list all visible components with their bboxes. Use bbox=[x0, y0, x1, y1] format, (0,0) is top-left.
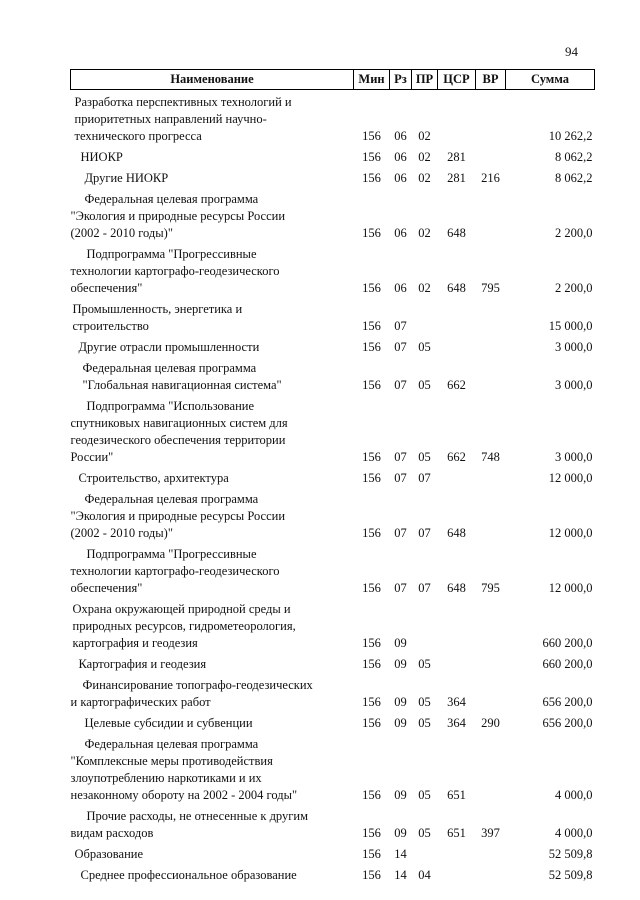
cell-name: Подпрограмма "Прогрессивные технологии картографо-геодезического обеспечения" bbox=[70, 247, 280, 295]
cell-csr: 662 bbox=[447, 378, 466, 392]
cell-pr: 04 bbox=[418, 868, 431, 882]
cell-pr: 02 bbox=[418, 150, 431, 164]
cell-sum: 3 000,0 bbox=[555, 340, 593, 354]
cell-rz: 06 bbox=[394, 171, 407, 185]
cell-pr: 07 bbox=[418, 581, 431, 595]
cell-pr: 05 bbox=[418, 340, 431, 354]
cell-sum: 4 000,0 bbox=[555, 788, 593, 802]
table-row bbox=[71, 90, 595, 146]
cell-csr: 281 bbox=[447, 150, 466, 164]
table-row bbox=[71, 297, 595, 335]
cell-csr bbox=[438, 90, 476, 146]
table-row bbox=[71, 187, 595, 242]
table-row bbox=[71, 597, 595, 652]
cell-csr: 648 bbox=[447, 281, 466, 295]
cell-vr bbox=[476, 863, 506, 884]
cell-name: Разработка перспективных технологий и приоритетных направлений научно- технического прогресса bbox=[74, 95, 292, 143]
cell-sum: 15 000,0 bbox=[548, 319, 593, 333]
cell-vr: 290 bbox=[481, 716, 500, 730]
page-number: 94 bbox=[565, 44, 578, 59]
cell-csr bbox=[438, 652, 476, 673]
cell-sum: 4 000,0 bbox=[555, 826, 593, 840]
cell-rz: 07 bbox=[394, 450, 407, 464]
cell-name: НИОКР bbox=[80, 150, 123, 164]
cell-rz: 07 bbox=[394, 340, 407, 354]
cell-pr: 07 bbox=[418, 471, 431, 485]
cell-min: 156 bbox=[362, 788, 381, 802]
table-row bbox=[71, 732, 595, 804]
cell-vr bbox=[476, 652, 506, 673]
cell-rz: 09 bbox=[394, 657, 407, 671]
cell-rz: 09 bbox=[394, 695, 407, 709]
table-body bbox=[71, 90, 595, 885]
cell-vr bbox=[476, 597, 506, 652]
cell-sum: 12 000,0 bbox=[548, 526, 593, 540]
cell-rz: 09 bbox=[394, 636, 407, 650]
cell-sum: 2 200,0 bbox=[555, 226, 593, 240]
cell-pr bbox=[412, 842, 438, 863]
cell-name: Подпрограмма "Использование спутниковых навигационных систем для геодезического обеспечения территории России" bbox=[70, 399, 288, 464]
cell-min: 156 bbox=[362, 526, 381, 540]
cell-csr: 281 bbox=[447, 171, 466, 185]
cell-rz: 07 bbox=[394, 378, 407, 392]
cell-csr: 651 bbox=[447, 826, 466, 840]
cell-min: 156 bbox=[362, 471, 381, 485]
cell-min: 156 bbox=[362, 581, 381, 595]
cell-sum: 2 200,0 bbox=[555, 281, 593, 295]
table-row bbox=[71, 804, 595, 842]
table-row bbox=[71, 711, 595, 732]
cell-pr: 05 bbox=[418, 378, 431, 392]
cell-min: 156 bbox=[362, 319, 381, 333]
cell-vr bbox=[476, 466, 506, 487]
cell-pr: 07 bbox=[418, 526, 431, 540]
cell-vr bbox=[476, 673, 506, 711]
cell-csr bbox=[438, 297, 476, 335]
table-row bbox=[71, 145, 595, 166]
cell-sum: 660 200,0 bbox=[542, 657, 593, 671]
header-rz: Рз bbox=[390, 70, 412, 90]
cell-sum: 656 200,0 bbox=[542, 695, 593, 709]
cell-sum: 3 000,0 bbox=[555, 378, 593, 392]
cell-vr bbox=[476, 145, 506, 166]
cell-min: 156 bbox=[362, 695, 381, 709]
cell-min: 156 bbox=[362, 868, 381, 882]
cell-name: Прочие расходы, не отнесенные к другим видам расходов bbox=[70, 809, 308, 840]
cell-min: 156 bbox=[362, 716, 381, 730]
table-row bbox=[71, 842, 595, 863]
cell-min: 156 bbox=[362, 150, 381, 164]
cell-rz: 06 bbox=[394, 226, 407, 240]
cell-name: Федеральная целевая программа "Глобальная навигационная система" bbox=[82, 361, 282, 392]
cell-vr: 748 bbox=[481, 450, 500, 464]
budget-table bbox=[70, 69, 595, 884]
cell-vr bbox=[476, 842, 506, 863]
cell-name: Федеральная целевая программа "Экология и природные ресурсы России (2002 - 2010 годы)" bbox=[70, 492, 286, 540]
cell-min: 156 bbox=[362, 281, 381, 295]
cell-vr bbox=[476, 335, 506, 356]
cell-pr: 05 bbox=[418, 788, 431, 802]
cell-pr: 05 bbox=[418, 716, 431, 730]
cell-sum: 10 262,2 bbox=[548, 129, 593, 143]
cell-sum: 52 509,8 bbox=[548, 847, 593, 861]
cell-min: 156 bbox=[362, 450, 381, 464]
header-sum: Сумма bbox=[506, 70, 595, 90]
cell-sum: 656 200,0 bbox=[542, 716, 593, 730]
cell-pr bbox=[412, 597, 438, 652]
cell-vr: 216 bbox=[481, 171, 500, 185]
cell-csr: 648 bbox=[447, 226, 466, 240]
cell-sum: 52 509,8 bbox=[548, 868, 593, 882]
table-row bbox=[71, 335, 595, 356]
cell-pr: 02 bbox=[418, 129, 431, 143]
cell-sum: 3 000,0 bbox=[555, 450, 593, 464]
cell-name: Другие отрасли промышленности bbox=[78, 340, 260, 354]
table-row bbox=[71, 673, 595, 711]
cell-csr: 648 bbox=[447, 526, 466, 540]
cell-csr: 662 bbox=[447, 450, 466, 464]
table-row bbox=[71, 487, 595, 542]
cell-pr: 02 bbox=[418, 281, 431, 295]
cell-vr bbox=[476, 356, 506, 394]
cell-rz: 09 bbox=[394, 716, 407, 730]
cell-sum: 660 200,0 bbox=[542, 636, 593, 650]
cell-rz: 06 bbox=[394, 150, 407, 164]
cell-name: Целевые субсидии и субвенции bbox=[84, 716, 253, 730]
cell-rz: 07 bbox=[394, 581, 407, 595]
cell-vr: 795 bbox=[481, 281, 500, 295]
cell-pr: 02 bbox=[418, 171, 431, 185]
table-row bbox=[71, 242, 595, 297]
table-row bbox=[71, 466, 595, 487]
cell-rz: 06 bbox=[394, 129, 407, 143]
cell-vr bbox=[476, 90, 506, 146]
cell-pr: 05 bbox=[418, 450, 431, 464]
cell-vr: 397 bbox=[481, 826, 500, 840]
cell-min: 156 bbox=[362, 340, 381, 354]
header-pr: ПР bbox=[412, 70, 438, 90]
cell-name: Финансирование топографо-геодезических и картографических работ bbox=[70, 678, 313, 709]
cell-sum: 12 000,0 bbox=[548, 581, 593, 595]
header-min: Мин bbox=[354, 70, 390, 90]
cell-pr: 05 bbox=[418, 826, 431, 840]
cell-pr: 02 bbox=[418, 226, 431, 240]
table-row bbox=[71, 652, 595, 673]
cell-rz: 07 bbox=[394, 526, 407, 540]
cell-name: Охрана окружающей природной среды и природных ресурсов, гидрометеорология, картография и геодезия bbox=[72, 602, 296, 650]
cell-rz: 14 bbox=[394, 847, 407, 861]
cell-min: 156 bbox=[362, 378, 381, 392]
cell-csr: 364 bbox=[447, 695, 466, 709]
cell-vr bbox=[476, 732, 506, 804]
cell-name: Среднее профессиональное образование bbox=[80, 868, 297, 882]
cell-rz: 09 bbox=[394, 826, 407, 840]
cell-csr bbox=[438, 466, 476, 487]
header-csr: ЦСР bbox=[438, 70, 476, 90]
cell-sum: 8 062,2 bbox=[555, 171, 593, 185]
cell-pr: 05 bbox=[418, 695, 431, 709]
cell-vr bbox=[476, 297, 506, 335]
cell-name: Федеральная целевая программа "Комплексные меры противодействия злоупотреблению наркотиками и их незаконному обороту на 2002 - 2004 годы" bbox=[70, 737, 298, 802]
cell-pr: 05 bbox=[418, 657, 431, 671]
cell-min: 156 bbox=[362, 826, 381, 840]
cell-csr: 648 bbox=[447, 581, 466, 595]
cell-min: 156 bbox=[362, 171, 381, 185]
cell-min: 156 bbox=[362, 636, 381, 650]
cell-rz: 14 bbox=[394, 868, 407, 882]
cell-rz: 06 bbox=[394, 281, 407, 295]
cell-rz: 07 bbox=[394, 319, 407, 333]
table-row bbox=[71, 356, 595, 394]
table-row bbox=[71, 166, 595, 187]
cell-name: Подпрограмма "Прогрессивные технологии картографо-геодезического обеспечения" bbox=[70, 547, 280, 595]
cell-csr bbox=[438, 842, 476, 863]
cell-sum: 12 000,0 bbox=[548, 471, 593, 485]
table-header bbox=[71, 70, 595, 90]
cell-min: 156 bbox=[362, 847, 381, 861]
cell-name: Образование bbox=[74, 847, 144, 861]
cell-name: Промышленность, энергетика и строительство bbox=[72, 302, 243, 333]
cell-csr bbox=[438, 597, 476, 652]
cell-vr: 795 bbox=[481, 581, 500, 595]
cell-vr bbox=[476, 487, 506, 542]
cell-csr: 364 bbox=[447, 716, 466, 730]
cell-rz: 07 bbox=[394, 471, 407, 485]
cell-name: Другие НИОКР bbox=[84, 171, 169, 185]
table-row bbox=[71, 863, 595, 884]
cell-min: 156 bbox=[362, 226, 381, 240]
cell-rz: 09 bbox=[394, 788, 407, 802]
header-vr: ВР bbox=[476, 70, 506, 90]
cell-csr bbox=[438, 863, 476, 884]
header-name: Наименование bbox=[71, 70, 354, 90]
cell-name: Федеральная целевая программа "Экология и природные ресурсы России (2002 - 2010 годы)" bbox=[70, 192, 286, 240]
cell-name: Картография и геодезия bbox=[78, 657, 207, 671]
cell-min: 156 bbox=[362, 657, 381, 671]
cell-pr bbox=[412, 297, 438, 335]
cell-vr bbox=[476, 187, 506, 242]
cell-sum: 8 062,2 bbox=[555, 150, 593, 164]
table-row bbox=[71, 542, 595, 597]
cell-csr bbox=[438, 335, 476, 356]
cell-csr: 651 bbox=[447, 788, 466, 802]
cell-min: 156 bbox=[362, 129, 381, 143]
cell-name: Строительство, архитектура bbox=[78, 471, 229, 485]
table-row bbox=[71, 394, 595, 466]
